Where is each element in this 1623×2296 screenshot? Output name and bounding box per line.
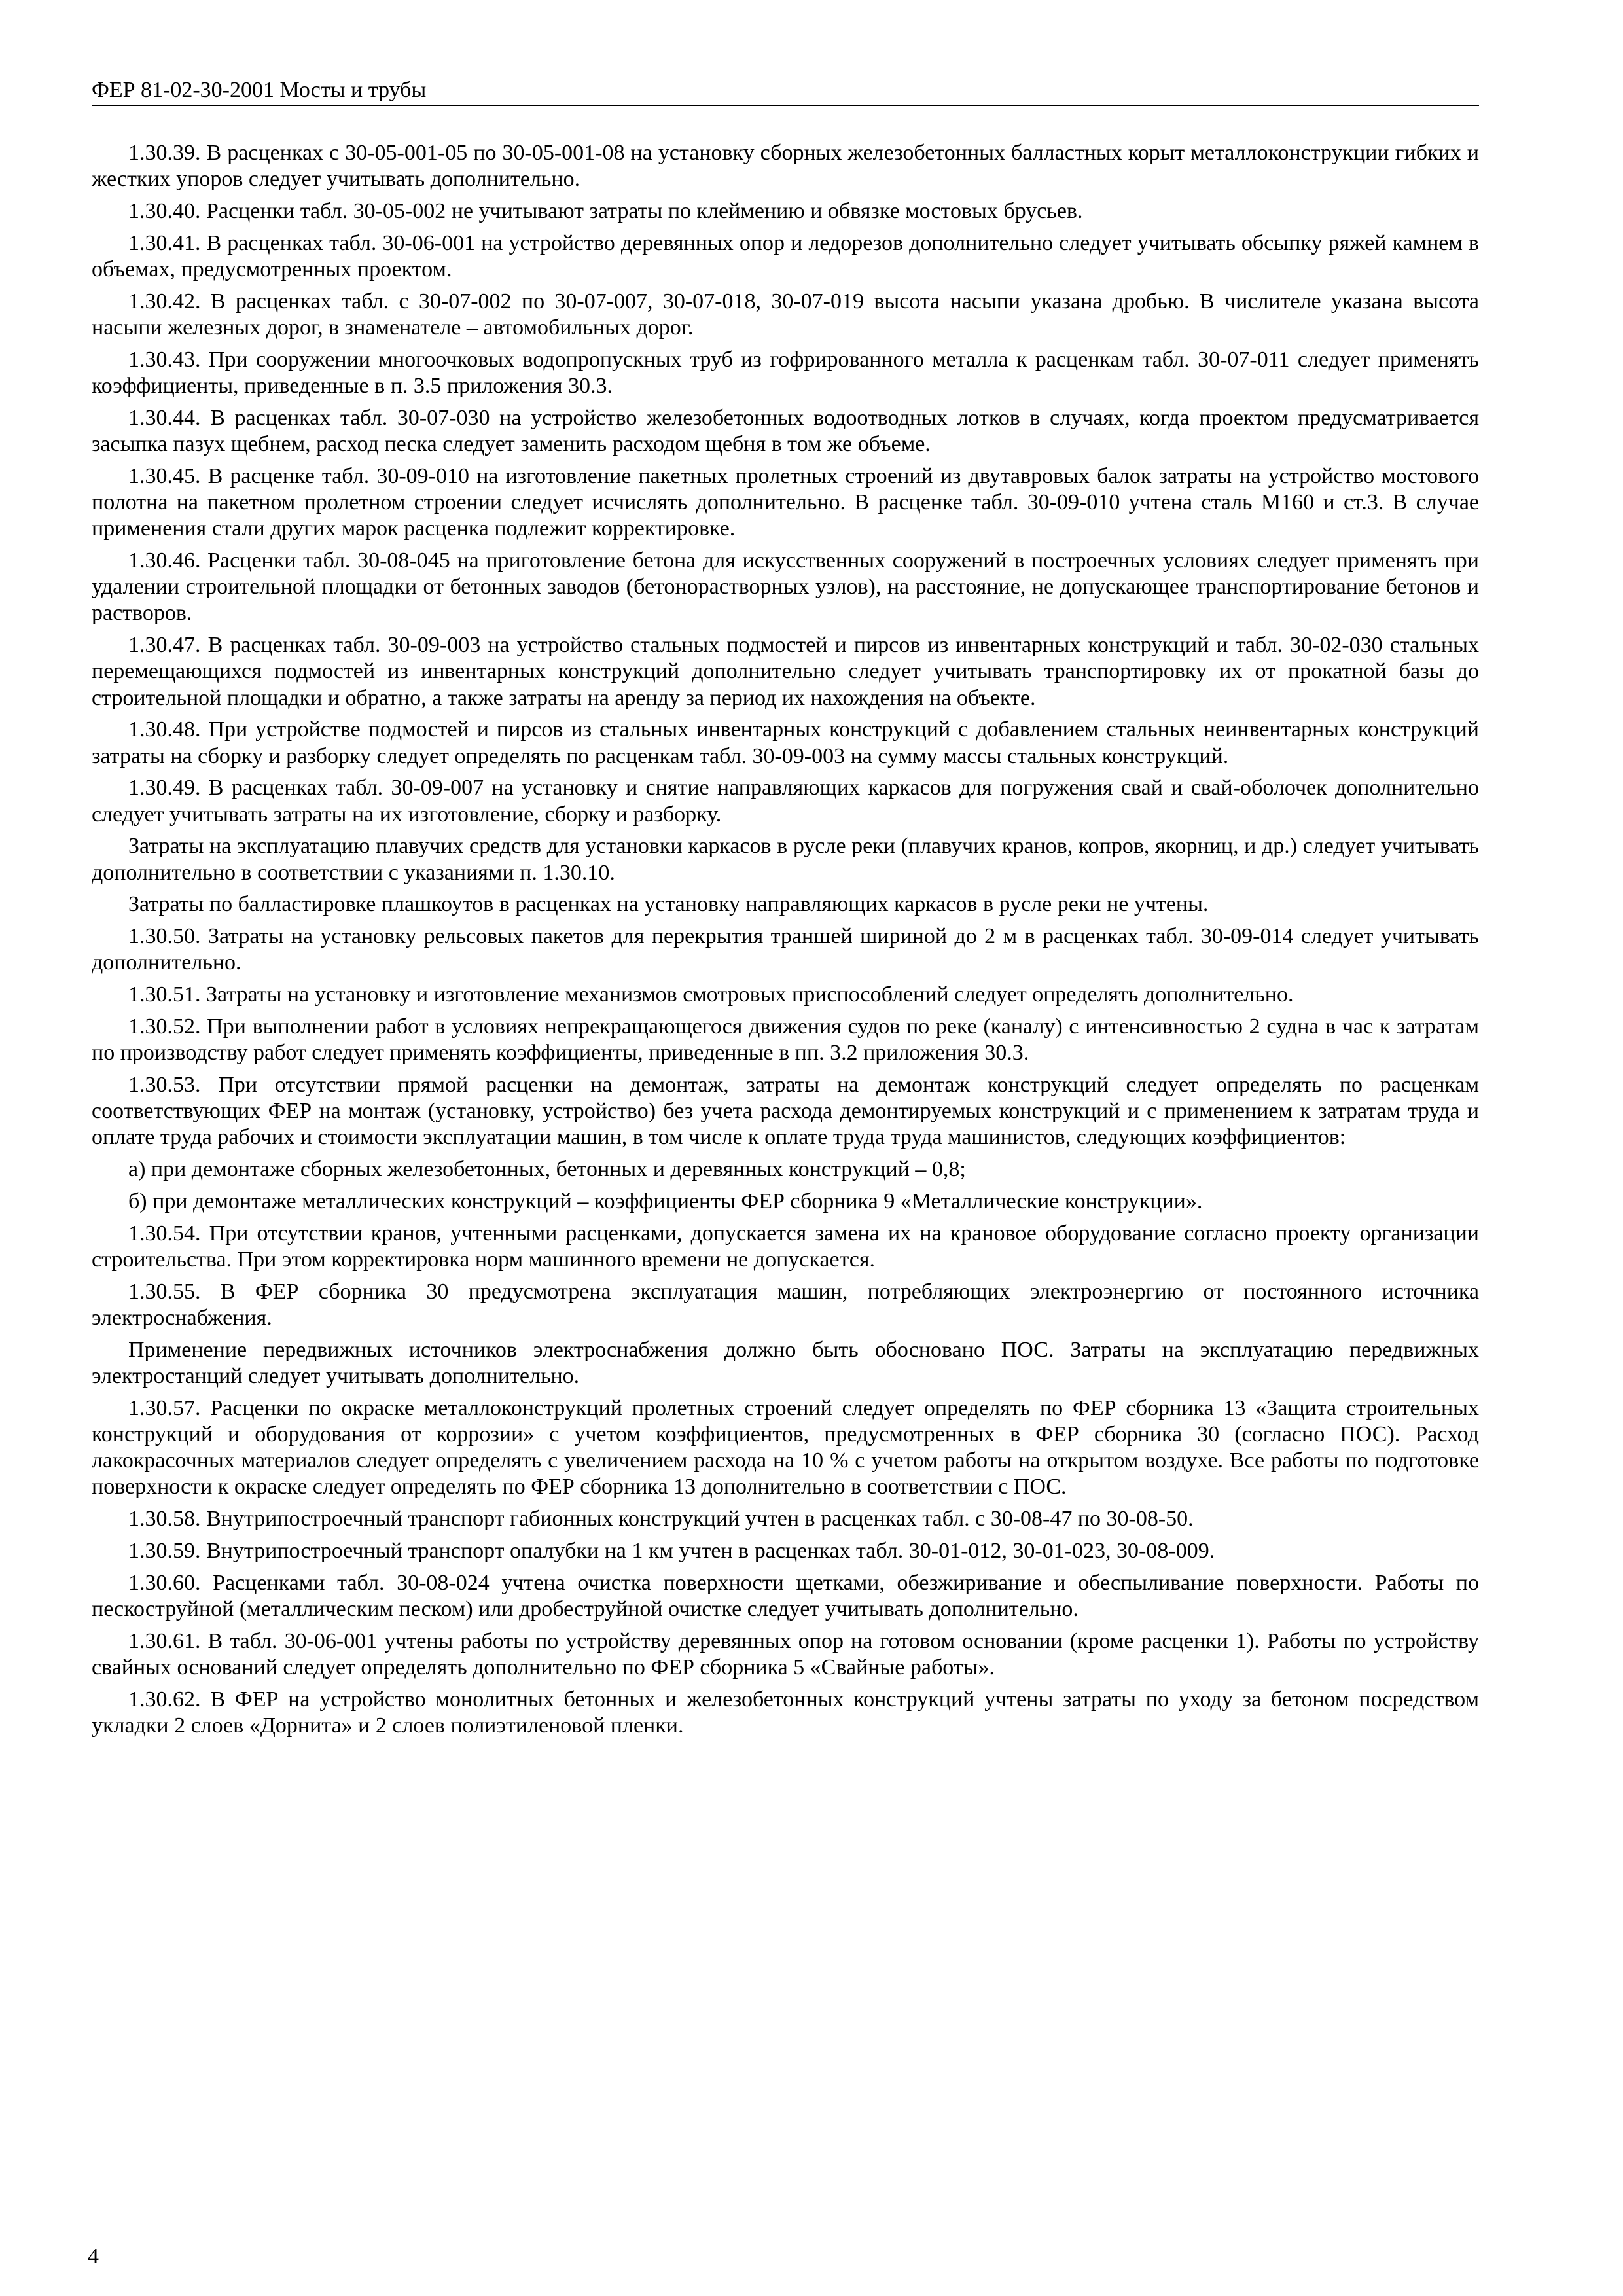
paragraph-1-30-44: 1.30.44. В расценках табл. 30-07-030 на устройство железобетонных водоотводных лотков в случаях, когда проектом предусматривается засыпка пазух щебнем, расход песка следует заменить расходом щебня в том же объеме.: [92, 405, 1479, 456]
paragraph-1-30-58: 1.30.58. Внутрипостроечный транспорт габионных конструкций учтен в расценках табл. с 30-08-47 по 30-08-50.: [128, 1507, 1194, 1532]
paragraph-1-30-50: 1.30.50. Затраты на установку рельсовых пакетов для перекрытия траншей шириной до 2 м в расценках табл. 30-09-014 следует учитывать дополнительно.: [92, 924, 1479, 975]
paragraph-floating-equipment-costs: Затраты на эксплуатацию плавучих средств для установки каркасов в русле реки (плавучих кранов, копров, якорниц, и др.) следует учитывать дополнительно в соответствии с указаниями п. 1.30.10.: [92, 834, 1479, 885]
paragraph-1-30-62: 1.30.62. В ФЕР на устройство монолитных бетонных и железобетонных конструкций учтены затраты по уходу за бетоном посредством укладки 2 слоев «Дорнита» и 2 слоев полиэтиленовой пленки.: [92, 1687, 1479, 1738]
paragraph-1-30-47: 1.30.47. В расценках табл. 30-09-003 на устройство стальных подмостей и пирсов из инвентарных конструкций и табл. 30-02-030 стальных перемещающихся подмостей из инвентарных конструкций дополнительно следует учитывать транспортировку их от прокатной базы до строительной площадки и обратно, а также затраты на аренду за период их нахождения на объекте.: [92, 633, 1479, 710]
paragraph-1-30-48: 1.30.48. При устройстве подмостей и пирсов из стальных инвентарных конструкций с добавлением стальных неинвентарных конструкций затраты на сборку и разборку следует определять по расценкам табл. 30-09-003 на сумму массы стальных конструкций.: [92, 717, 1479, 768]
paragraph-1-30-51: 1.30.51. Затраты на установку и изготовление механизмов смотровых приспособлений следует определять дополнительно.: [128, 982, 1294, 1007]
paragraph-1-30-55: 1.30.55. В ФЕР сборника 30 предусмотрена эксплуатация машин, потребляющих электроэнергию от постоянного источника электроснабжения.: [92, 1279, 1479, 1330]
paragraph-ballasting-costs: Затраты по балластировке плашкоутов в расценках на установку направляющих каркасов в русле реки не учтены.: [128, 892, 1209, 917]
list-item-b: б) при демонтаже металлических конструкций – коэффициенты ФЕР сборника 9 «Металлические конструкции».: [128, 1189, 1203, 1213]
page-number: 4: [88, 2244, 99, 2269]
paragraph-1-30-60: 1.30.60. Расценками табл. 30-08-024 учтена очистка поверхности щетками, обезжиривание и обеспыливание поверхности. Работы по пескоструйной (металлическим песком) или дробеструйной очистке следует учитывать дополнительно.: [92, 1570, 1479, 1621]
paragraph-1-30-52: 1.30.52. При выполнении работ в условиях непрекращающегося движения судов по реке (каналу) с интенсивностью 2 судна в час к затратам по производству работ следует применять коэффициенты, приведенные в пп. 3.2 приложения 30.3.: [92, 1014, 1479, 1066]
paragraph-1-30-40: 1.30.40. Расценки табл. 30-05-002 не учитывают затраты по клеймению и обвязке мостовых брусьев.: [128, 199, 1083, 223]
paragraph-1-30-42: 1.30.42. В расценках табл. с 30-07-002 по 30-07-007, 30-07-018, 30-07-019 высота насыпи указана дробью. В числителе указана высота насыпи железных дорог, в знаменателе – автомобильных дорог.: [92, 289, 1479, 340]
paragraph-mobile-power-sources: Применение передвижных источников электроснабжения должно быть обосновано ПОС. Затраты на эксплуатацию передвижных электростанций следует учитывать дополнительно.: [92, 1337, 1479, 1388]
paragraph-1-30-43: 1.30.43. При сооружении многоочковых водопропускных труб из гофрированного металла к расценкам табл. 30-07-011 следует применять коэффициенты, приведенные в п. 3.5 приложения 30.3.: [92, 347, 1479, 398]
running-header: ФЕР 81-02-30-2001 Мосты и трубы: [92, 77, 1479, 106]
paragraph-1-30-46: 1.30.46. Расценки табл. 30-08-045 на приготовление бетона для искусственных сооружений в построечных условиях следует применять при удалении строительной площадки от бетонных заводов (бетонорастворных узлов), на расстояние, не допускающее транспортирование бетонов и растворов.: [92, 548, 1479, 626]
paragraph-1-30-45: 1.30.45. В расценке табл. 30-09-010 на изготовление пакетных пролетных строений из двутавровых балок затраты на устройство мостового полотна на пакетном пролетном строении следует исчислять дополнительно. В расценке табл. 30-09-010 учтена сталь М160 и ст.3. В случае применения стали других марок расценка подлежит корректировке.: [92, 463, 1479, 541]
body-text: [92, 140, 1479, 1745]
list-item-a: а) при демонтаже сборных железобетонных, бетонных и деревянных конструкций – 0,8;: [128, 1157, 966, 1182]
paragraph-1-30-61: 1.30.61. В табл. 30-06-001 учтены работы по устройству деревянных опор на готовом основании (кроме расценки 1). Работы по устройству свайных оснований следует определять дополнительно по ФЕР сборника 5 «Свайные работы».: [92, 1628, 1479, 1679]
paragraph-1-30-53: 1.30.53. При отсутствии прямой расценки на демонтаж, затраты на демонтаж конструкций следует определять по расценкам соответствующих ФЕР на монтаж (установку, устройство) без учета расхода демонтируемых конструкций и с применением к затратам труда и оплате труда рабочих и стоимости эксплуатации машин, в том числе к оплате труда труда машинистов, следующих коэффициентов:: [92, 1073, 1479, 1150]
paragraph-1-30-39: 1.30.39. В расценках с 30-05-001-05 по 30-05-001-08 на установку сборных железобетонных балластных корыт металлоконструкции гибких и жестких упоров следует учитывать дополнительно.: [92, 141, 1479, 192]
paragraph-1-30-57: 1.30.57. Расценки по окраске металлоконструкций пролетных строений следует определять по ФЕР сборника 13 «Защита строительных конструкций и оборудования от коррозии» с учетом коэффициентов, предусмотренных в ФЕР сборника 30 (согласно ПОС). Расход лакокрасочных материалов следует определять с увеличением расхода на 10 % с учетом работы на открытом воздухе. Все работы по подготовке поверхности к окраске следует определять по ФЕР сборника 13 дополнительно в соответствии с ПОС.: [92, 1395, 1479, 1499]
paragraph-1-30-49: 1.30.49. В расценках табл. 30-09-007 на установку и снятие направляющих каркасов для погружения свай и свай-оболочек дополнительно следует учитывать затраты на их изготовление, сборку и разборку.: [92, 776, 1479, 827]
paragraph-1-30-54: 1.30.54. При отсутствии кранов, учтенными расценками, допускается замена их на крановое оборудование согласно проекту организации строительства. При этом корректировка норм машинного времени не допускается.: [92, 1221, 1479, 1272]
paragraph-1-30-59: 1.30.59. Внутрипостроечный транспорт опалубки на 1 км учтен в расценках табл. 30-01-012, 30-01-023, 30-08-009.: [128, 1539, 1215, 1563]
paragraph-1-30-41: 1.30.41. В расценках табл. 30-06-001 на устройство деревянных опор и ледорезов дополнительно следует учитывать обсыпку ряжей камнем в объемах, предусмотренных проектом.: [92, 230, 1479, 281]
